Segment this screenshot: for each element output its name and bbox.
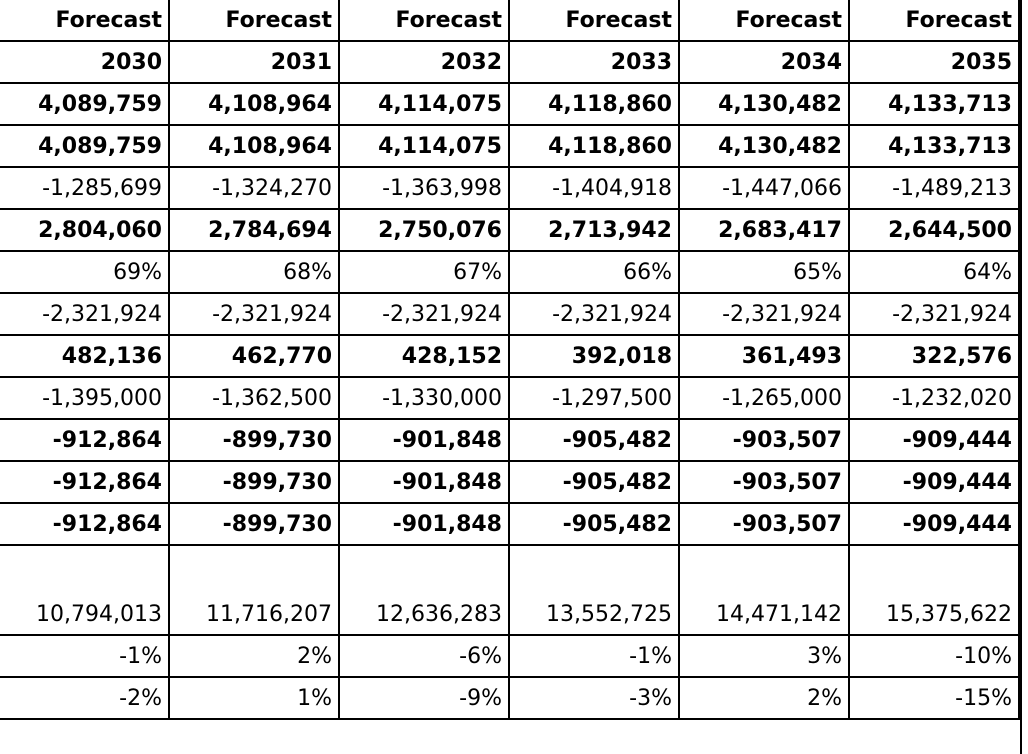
- table-cell[interactable]: -1,232,020: [849, 377, 1019, 419]
- table-cell[interactable]: -909,444: [849, 419, 1019, 461]
- table-cell[interactable]: 462,770: [169, 335, 339, 377]
- table-cell[interactable]: 66%: [509, 251, 679, 293]
- table-cell[interactable]: 2,804,060: [0, 209, 169, 251]
- table-cell[interactable]: -1,330,000: [339, 377, 509, 419]
- table-cell[interactable]: 2,750,076: [339, 209, 509, 251]
- year-cell[interactable]: 2034: [679, 41, 849, 83]
- table-cell[interactable]: -3%: [509, 677, 679, 719]
- table-cell[interactable]: 65%: [679, 251, 849, 293]
- table-cell[interactable]: -9%: [339, 677, 509, 719]
- table-cell[interactable]: -901,848: [339, 419, 509, 461]
- table-row: [0, 209, 1019, 251]
- year-cell[interactable]: 2032: [339, 41, 509, 83]
- blank-row: [0, 545, 1019, 594]
- table-cell[interactable]: -1,395,000: [0, 377, 169, 419]
- table-cell[interactable]: -15%: [849, 677, 1019, 719]
- header-cell[interactable]: Forecast: [509, 0, 679, 41]
- table-cell[interactable]: [339, 545, 509, 594]
- table-cell[interactable]: 12,636,283: [339, 594, 509, 635]
- table-cell[interactable]: 2,784,694: [169, 209, 339, 251]
- table-cell[interactable]: -901,848: [339, 461, 509, 503]
- table-cell[interactable]: 428,152: [339, 335, 509, 377]
- table-cell[interactable]: -2,321,924: [339, 293, 509, 335]
- table-cell[interactable]: -912,864: [0, 419, 169, 461]
- table-cell[interactable]: 2,683,417: [679, 209, 849, 251]
- table-cell[interactable]: 14,471,142: [679, 594, 849, 635]
- table-cell[interactable]: 10,794,013: [0, 594, 169, 635]
- table-cell[interactable]: [849, 545, 1019, 594]
- header-cell[interactable]: Forecast: [679, 0, 849, 41]
- table-cell[interactable]: -899,730: [169, 503, 339, 545]
- table-cell[interactable]: 482,136: [0, 335, 169, 377]
- table-row: [0, 419, 1019, 461]
- table-cell[interactable]: 4,118,860: [509, 125, 679, 167]
- sheet-right-edge: [1020, 0, 1028, 754]
- table-cell[interactable]: -901,848: [339, 503, 509, 545]
- table-cell[interactable]: -899,730: [169, 461, 339, 503]
- year-cell[interactable]: 2035: [849, 41, 1019, 83]
- table-cell[interactable]: -2,321,924: [849, 293, 1019, 335]
- table-cell[interactable]: 4,108,964: [169, 125, 339, 167]
- table-cell[interactable]: 4,133,713: [849, 125, 1019, 167]
- header-label-row: [0, 0, 1019, 41]
- table-cell[interactable]: -1%: [509, 635, 679, 677]
- table-cell[interactable]: -2,321,924: [169, 293, 339, 335]
- table-cell[interactable]: -912,864: [0, 461, 169, 503]
- table-row: [0, 251, 1019, 293]
- table-cell[interactable]: 13,552,725: [509, 594, 679, 635]
- table-cell[interactable]: -1,297,500: [509, 377, 679, 419]
- table-cell[interactable]: -903,507: [679, 419, 849, 461]
- table-cell[interactable]: 67%: [339, 251, 509, 293]
- table-row: [0, 125, 1019, 167]
- table-cell[interactable]: -10%: [849, 635, 1019, 677]
- table-cell[interactable]: 4,089,759: [0, 125, 169, 167]
- table-cell[interactable]: 322,576: [849, 335, 1019, 377]
- header-cell[interactable]: Forecast: [169, 0, 339, 41]
- table-row: [0, 293, 1019, 335]
- table-row: [0, 83, 1019, 125]
- table-cell[interactable]: 4,108,964: [169, 83, 339, 125]
- table-row: [0, 677, 1019, 719]
- table-cell[interactable]: 4,089,759: [0, 83, 169, 125]
- table-cell[interactable]: 2,713,942: [509, 209, 679, 251]
- table-cell[interactable]: -1%: [0, 635, 169, 677]
- year-row: [0, 41, 1019, 83]
- table-cell[interactable]: [509, 545, 679, 594]
- table-cell[interactable]: -909,444: [849, 461, 1019, 503]
- table-cell[interactable]: -2%: [0, 677, 169, 719]
- table-cell[interactable]: 2%: [169, 635, 339, 677]
- table-cell[interactable]: -1,265,000: [679, 377, 849, 419]
- table-cell[interactable]: 4,130,482: [679, 125, 849, 167]
- table-cell[interactable]: 2%: [679, 677, 849, 719]
- table-cell[interactable]: 4,133,713: [849, 83, 1019, 125]
- table-cell[interactable]: -1,489,213: [849, 167, 1019, 209]
- table-cell[interactable]: 2,644,500: [849, 209, 1019, 251]
- header-cell[interactable]: Forecast: [339, 0, 509, 41]
- table-cell[interactable]: -905,482: [509, 461, 679, 503]
- table-cell[interactable]: [679, 545, 849, 594]
- table-cell[interactable]: -903,507: [679, 503, 849, 545]
- table-cell[interactable]: 69%: [0, 251, 169, 293]
- table-cell[interactable]: -2,321,924: [0, 293, 169, 335]
- year-cell[interactable]: 2030: [0, 41, 169, 83]
- table-cell[interactable]: -1,404,918: [509, 167, 679, 209]
- table-cell[interactable]: -905,482: [509, 419, 679, 461]
- table-cell[interactable]: [0, 545, 169, 594]
- table-cell[interactable]: -2,321,924: [679, 293, 849, 335]
- table-cell[interactable]: -1,324,270: [169, 167, 339, 209]
- table-cell[interactable]: 15,375,622: [849, 594, 1019, 635]
- table-cell[interactable]: 4,118,860: [509, 83, 679, 125]
- table-row: [0, 335, 1019, 377]
- table-cell[interactable]: -1,363,998: [339, 167, 509, 209]
- table-row: [0, 461, 1019, 503]
- table-cell[interactable]: 4,130,482: [679, 83, 849, 125]
- table-cell[interactable]: 4,114,075: [339, 125, 509, 167]
- table-cell[interactable]: -905,482: [509, 503, 679, 545]
- table-cell[interactable]: -903,507: [679, 461, 849, 503]
- table-cell[interactable]: -1,362,500: [169, 377, 339, 419]
- table-cell[interactable]: 11,716,207: [169, 594, 339, 635]
- table-cell[interactable]: -2,321,924: [509, 293, 679, 335]
- table-cell[interactable]: -1,285,699: [0, 167, 169, 209]
- table-cell[interactable]: 4,114,075: [339, 83, 509, 125]
- table-cell[interactable]: -909,444: [849, 503, 1019, 545]
- table-cell[interactable]: -6%: [339, 635, 509, 677]
- table-cell[interactable]: -1,447,066: [679, 167, 849, 209]
- table-cell[interactable]: -899,730: [169, 419, 339, 461]
- table-row: [0, 377, 1019, 419]
- table-cell[interactable]: -912,864: [0, 503, 169, 545]
- table-cell[interactable]: [169, 545, 339, 594]
- table-cell[interactable]: 1%: [169, 677, 339, 719]
- header-cell[interactable]: Forecast: [0, 0, 169, 41]
- header-cell[interactable]: Forecast: [849, 0, 1019, 41]
- table-cell[interactable]: 361,493: [679, 335, 849, 377]
- table-row: [0, 167, 1019, 209]
- table-cell[interactable]: 3%: [679, 635, 849, 677]
- year-cell[interactable]: 2033: [509, 41, 679, 83]
- table-cell[interactable]: 64%: [849, 251, 1019, 293]
- table-row: [0, 503, 1019, 545]
- table-row: [0, 594, 1019, 635]
- table-cell[interactable]: 392,018: [509, 335, 679, 377]
- table-row: [0, 635, 1019, 677]
- year-cell[interactable]: 2031: [169, 41, 339, 83]
- table-cell[interactable]: 68%: [169, 251, 339, 293]
